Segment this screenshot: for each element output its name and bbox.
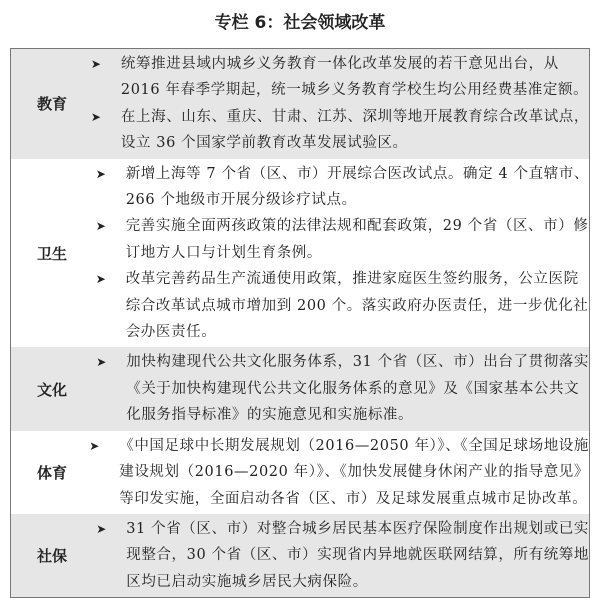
row-content: [90, 159, 589, 348]
table-row: [11, 347, 589, 430]
text-line: 《关于加快构建现代公共文化服务体系的意见》及《国家基本公共文: [126, 380, 580, 397]
arrowhead-bullet-icon: ➤: [90, 57, 101, 71]
row-label: 社保: [37, 547, 68, 566]
list-item: [83, 433, 589, 512]
text-line: 完善实施全面两孩政策的法律法规和配套政策，29 个省（区、市）修: [125, 218, 589, 235]
row-label: 文化: [37, 380, 68, 399]
table-row: [11, 49, 589, 159]
text-line: 加快构建现代公共文化服务体系，31 个省（区、市）出台了贯彻落实: [126, 354, 589, 371]
row-content: [83, 431, 589, 514]
arrowhead-bullet-icon: ➤: [89, 438, 100, 453]
text-line: 会办医责任。: [125, 324, 217, 341]
table-row: [11, 159, 589, 348]
row-content: [85, 49, 589, 159]
list-item: [90, 266, 589, 345]
list-item: [90, 161, 589, 214]
list-item: [85, 51, 589, 104]
text-line: 在上海、山东、重庆、甘肃、江苏、深圳等地开展教育综合改革试点，: [120, 108, 589, 125]
list-item: [90, 516, 589, 595]
arrowhead-bullet-icon: ➤: [95, 219, 106, 234]
text-line: 31 个省（区、市）对整合城乡居民基本医疗保险制度作出规划或已实: [126, 520, 589, 537]
text-line: 改革完善药品生产流通使用政策，推进家庭医生签约服务，公立医院: [125, 271, 579, 288]
text-line: 建设规划（2016—2020 年）》、《加快发展健身休闲产业的指导意见》: [119, 464, 589, 481]
arrowhead-bullet-icon: ➤: [95, 166, 106, 181]
text-line: 设立 36 个国家学前教育改革发展试验区。: [120, 135, 408, 152]
text-line: 统筹推进县域内城乡义务教育一体化改革发展的若干意见出台，从: [120, 56, 559, 72]
box-title: 专栏 6：社会领域改革: [214, 13, 386, 33]
text-line: 现整合，30 个省（区、市）实现省内异地就医联网结算，所有统筹地: [126, 547, 589, 564]
table-row: [11, 431, 589, 514]
text-line: 2016 年春季学期起，统一城乡义务教育学校生均公用经费基准定额。: [120, 82, 589, 99]
text-line: 综合改革试点城市增加到 200 个。落实政府办医责任，进一步优化社: [125, 297, 589, 314]
list-item: [90, 213, 589, 266]
row-content: [90, 514, 589, 597]
list-item: [90, 349, 589, 428]
row-label: 教育: [37, 95, 68, 114]
list-item: [85, 104, 589, 157]
row-label: 卫生: [37, 244, 68, 263]
text-line: 等印发实施，全面启动各省（区、市）及足球发展重点城市足协改革。: [119, 490, 588, 507]
text-line: 订地方人口与计划生育条例。: [125, 244, 323, 261]
text-line: 《中国足球中长期发展规划（2016—2050 年）》、《全国足球场地设施: [119, 437, 589, 454]
reform-table: [10, 48, 590, 598]
arrowhead-bullet-icon: ➤: [96, 521, 107, 536]
text-line: 266 个地级市开展分级诊疗试点。: [125, 192, 357, 209]
arrowhead-bullet-icon: ➤: [95, 272, 106, 287]
text-line: 新增上海等 7 个省（区、市）开展综合医改试点。确定 4 个直辖市、: [125, 165, 589, 182]
row-label: 体育: [37, 463, 68, 482]
text-line: 区均已启动实施城乡居民大病保险。: [126, 573, 368, 590]
arrowhead-bullet-icon: ➤: [90, 109, 101, 124]
table-row: [11, 514, 589, 597]
arrowhead-bullet-icon: ➤: [96, 355, 107, 370]
text-line: 化服务指导标准》的实施意见和实施标准。: [126, 407, 414, 424]
row-content: [90, 347, 589, 430]
